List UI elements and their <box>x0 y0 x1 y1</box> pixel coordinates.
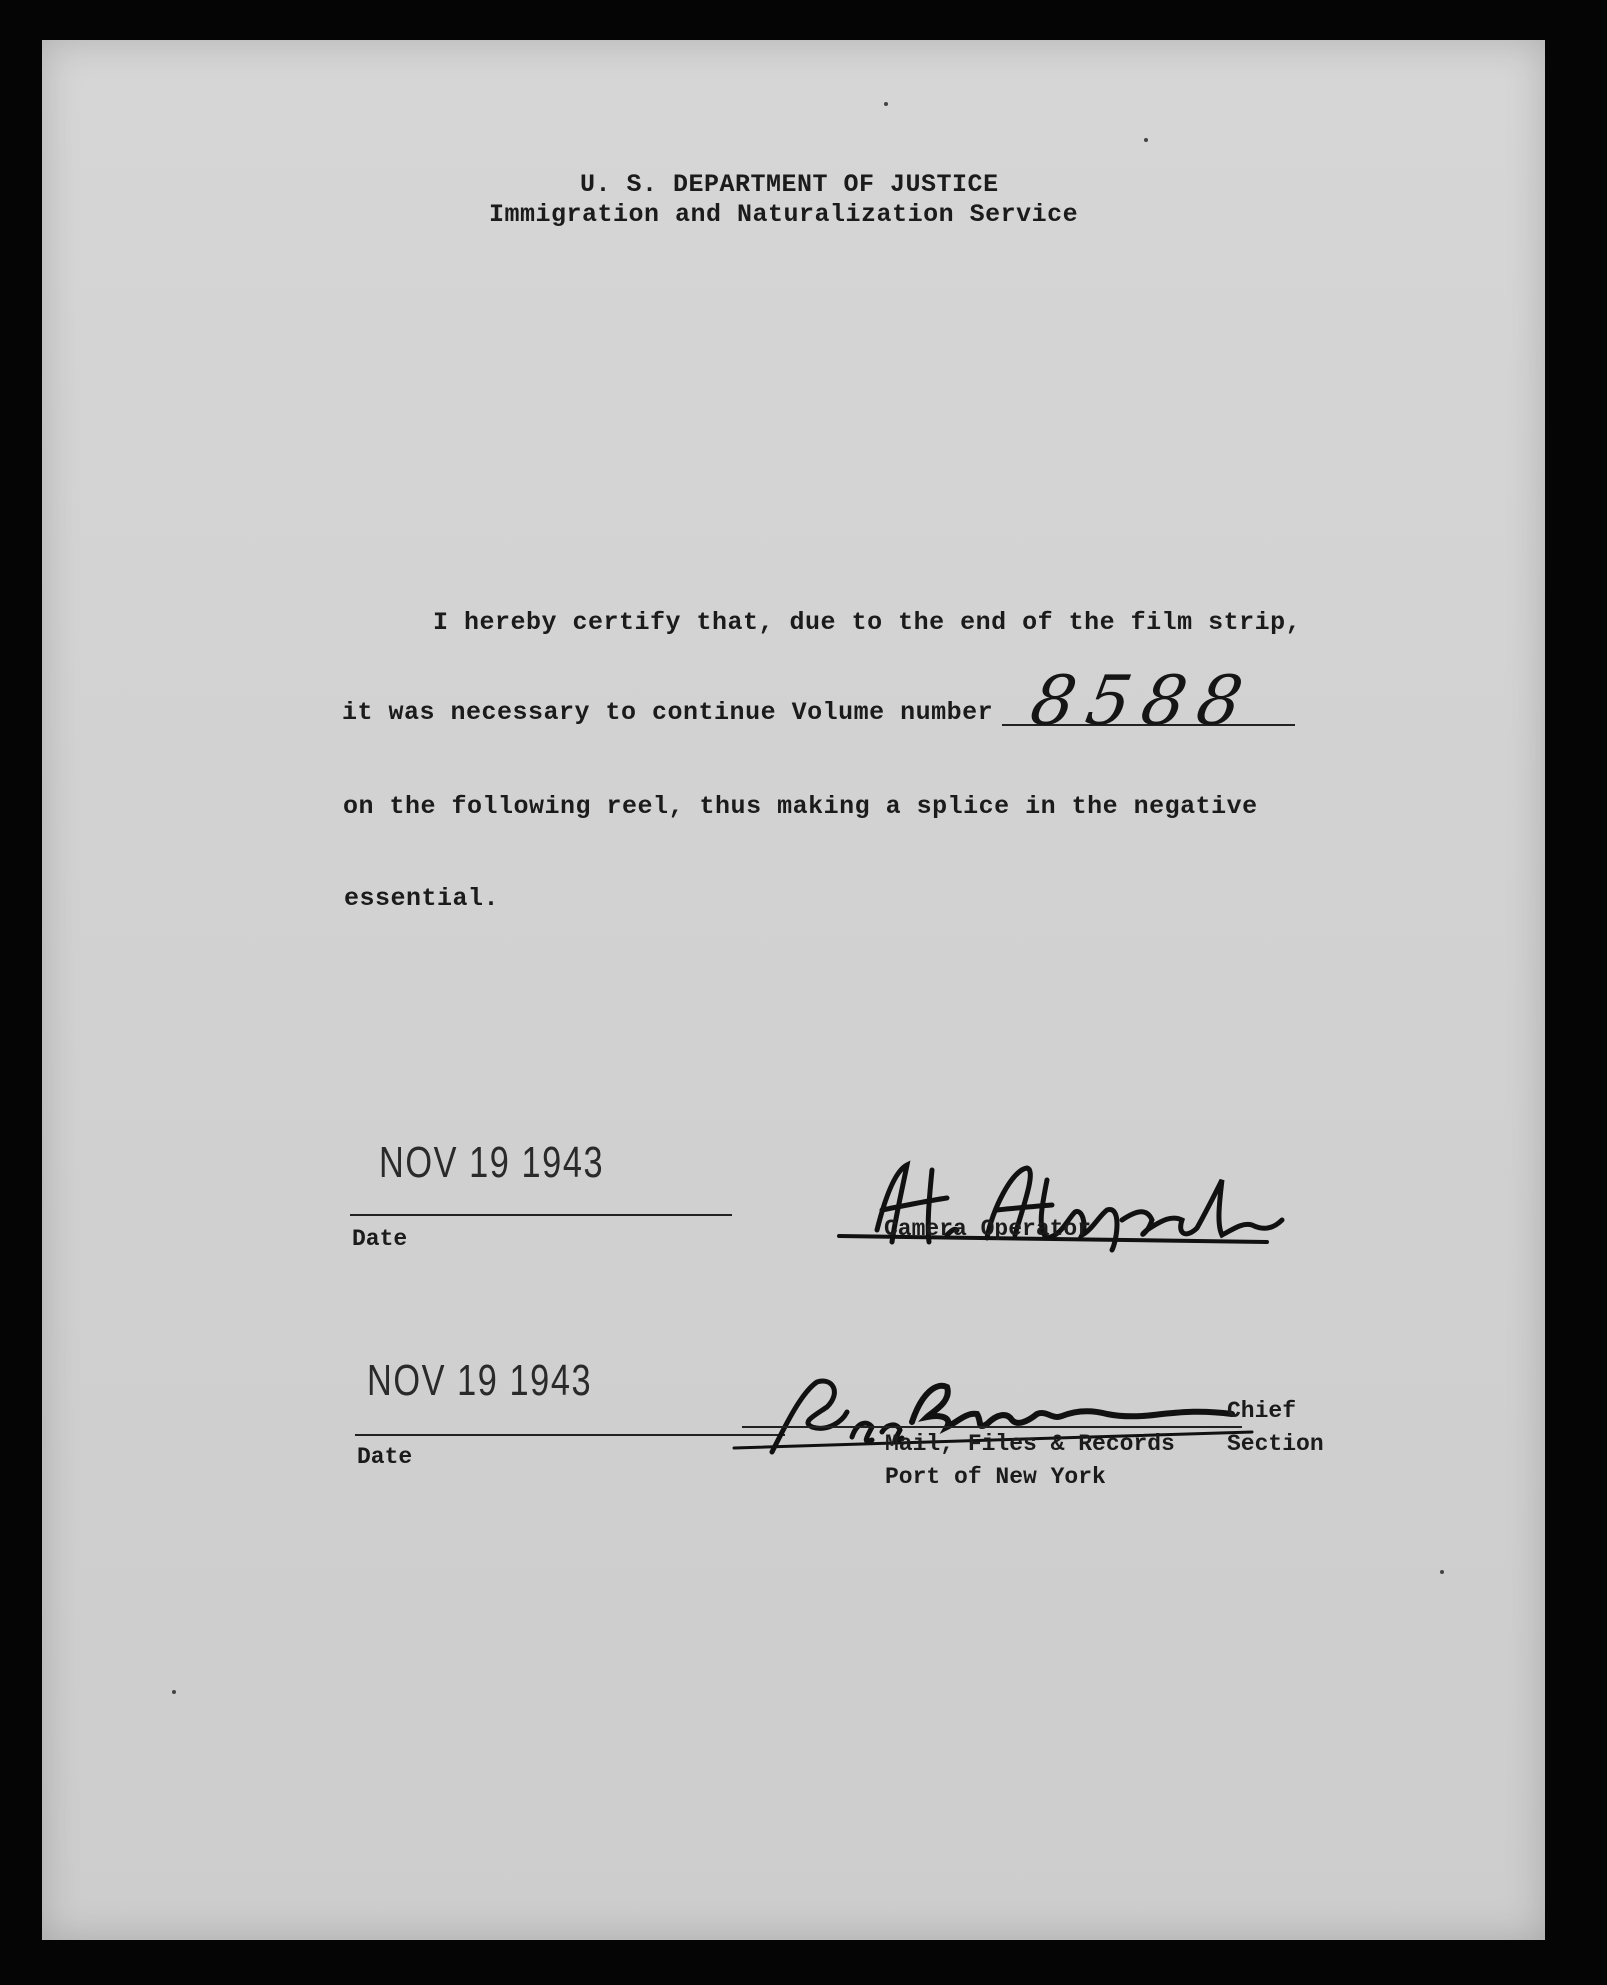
scan-speck <box>172 1690 176 1694</box>
section-label: Section <box>1227 1431 1324 1457</box>
port-label: Port of New York <box>885 1464 1106 1490</box>
operator-signature <box>837 1150 1347 1260</box>
volume-number: 8588 <box>1025 662 1261 741</box>
date-line-1 <box>350 1214 732 1216</box>
date-label-2: Date <box>357 1444 413 1470</box>
date-stamp-1: NOV 19 1943 <box>379 1138 605 1187</box>
scan-speck <box>1440 1570 1444 1574</box>
certification-line-2: it was necessary to continue Volume number <box>342 698 994 727</box>
certification-line-1: I hereby certify that, due to the end of the film strip, <box>433 608 1302 637</box>
camera-operator-label: Camera Operator <box>884 1216 1092 1242</box>
document-page <box>42 40 1545 1940</box>
certification-line-3: on the following reel, thus making a splice in the negative <box>343 792 1258 821</box>
date-stamp-2: NOV 19 1943 <box>367 1356 593 1405</box>
chief-signature-line <box>742 1426 1242 1428</box>
chief-label: Chief <box>1227 1398 1297 1424</box>
office-label: Mail, Files & Records <box>885 1431 1175 1457</box>
date-line-2 <box>355 1434 785 1436</box>
scan-speck <box>1144 138 1148 142</box>
scan-speck <box>884 102 888 106</box>
agency-header: U. S. DEPARTMENT OF JUSTICE <box>580 170 999 199</box>
certification-line-4: essential. <box>344 884 500 913</box>
date-label-1: Date <box>352 1226 408 1252</box>
service-header: Immigration and Naturalization Service <box>489 200 1079 229</box>
